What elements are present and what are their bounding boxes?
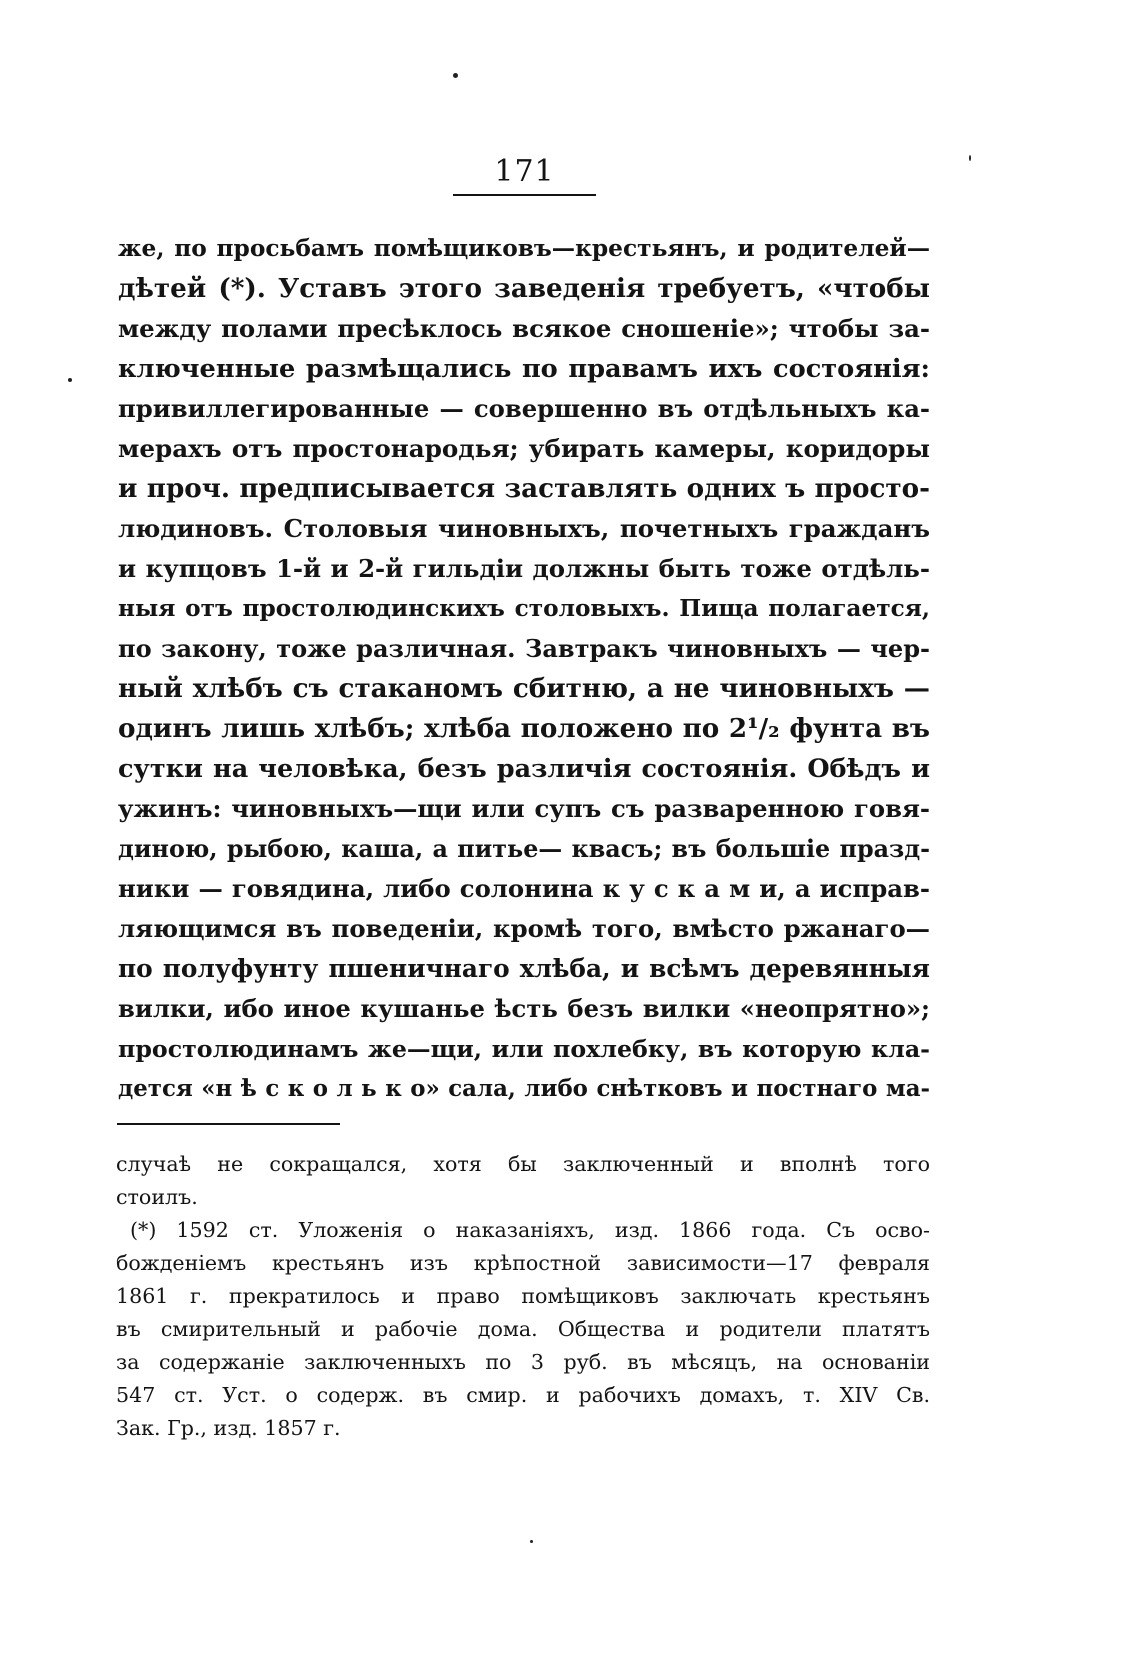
footnote-line: (*) 1592 ст. Уложенія о наказаніяхъ, изд. 1866 года. Съ осво-: [130, 1218, 930, 1242]
text-line: привиллегированные — совершенно въ отдѣльныхъ ка-: [118, 394, 930, 423]
footnote-rule: [117, 1123, 340, 1125]
main-text: [118, 229, 930, 1109]
footnote-line: божденіемъ крестьянъ изъ крѣпостной зависимости—17 февраля: [116, 1251, 930, 1275]
ink-speck: [453, 73, 458, 78]
footnote-line: 547 ст. Уст. о содерж. въ смир. и рабочихъ домахъ, т. XIV Св.: [116, 1383, 930, 1407]
text-line: ключенные размѣщались по правамъ ихъ состоянія:: [118, 354, 930, 384]
footnotes: [116, 1148, 930, 1445]
text-line: людиновъ. Столовыя чиновныхъ, почетныхъ гражданъ: [118, 514, 930, 543]
text-line: ники — говядина, либо солонина к у с к а м и, а исправ-: [118, 874, 930, 903]
footnote-line: случаѣ не сокращался, хотя бы заключенный и вполнѣ того: [116, 1152, 930, 1176]
text-line: дѣтей (*). Уставъ этого заведенія требуетъ, «чтобы: [118, 273, 930, 304]
footnote-line: стоилъ.: [116, 1185, 198, 1209]
text-line: по полуфунту пшеничнаго хлѣба, и всѣмъ деревянныя: [118, 954, 930, 983]
text-line: мерахъ отъ простонародья; убирать камеры, коридоры: [118, 434, 930, 463]
footnote-line: Зак. Гр., изд. 1857 г.: [116, 1416, 341, 1440]
text-line: диною, рыбою, каша, а питье— квасъ; въ большіе празд-: [118, 835, 930, 863]
footnote-line: за содержаніе заключенныхъ по 3 руб. въ мѣсяцъ, на основаніи: [116, 1350, 930, 1374]
footnote-line: въ смирительный и рабочіе дома. Общества и родители платятъ: [116, 1317, 930, 1341]
text-line: между полами пресѣклось всякое сношеніе»; чтобы за-: [118, 314, 930, 343]
text-line: одинъ лишь хлѣбъ; хлѣба положено по 2¹/₂ фунта въ: [118, 713, 930, 744]
ink-speck: [969, 155, 971, 161]
text-line: ужинъ: чиновныхъ—щи или супъ съ разваренною говя-: [118, 794, 930, 823]
page-number: 171: [494, 154, 555, 189]
text-line: простолюдинамъ же—щи, или похлебку, въ которую кла-: [118, 1035, 930, 1063]
ink-speck: [68, 378, 72, 382]
text-line: и проч. предписывается заставлять одних ъ просто-: [118, 473, 930, 504]
header-rule: [453, 194, 596, 196]
text-line: же, по просьбамъ помѣщиковъ—крестьянъ, и родителей—: [118, 235, 930, 262]
text-line: вилки, ибо иное кушанье ѣсть безъ вилки «неопрятно»;: [118, 994, 930, 1023]
text-line: ный хлѣбъ съ стаканомъ сбитню, а не чиновныхъ —: [118, 673, 930, 704]
footnote-line: 1861 г. прекратилось и право помѣщиковъ заключать крестьянъ: [116, 1284, 930, 1308]
text-line: ляющимся въ поведеніи, кромѣ того, вмѣсто ржанаго—: [118, 914, 930, 943]
text-line: ныя отъ простолюдинскихъ столовыхъ. Пища полагается,: [118, 595, 930, 622]
ink-speck: [530, 1540, 533, 1543]
text-line: и купцовъ 1-й и 2-й гильдіи должны быть тоже отдѣль-: [118, 554, 930, 583]
text-line: дется «н ѣ с к о л ь к о» сала, либо снѣтковъ и постнаго ма-: [118, 1076, 930, 1102]
text-line: по закону, тоже различная. Завтракъ чиновныхъ — чер-: [118, 634, 930, 663]
text-line: сутки на человѣка, безъ различія состоянія. Обѣдъ и: [118, 754, 930, 784]
